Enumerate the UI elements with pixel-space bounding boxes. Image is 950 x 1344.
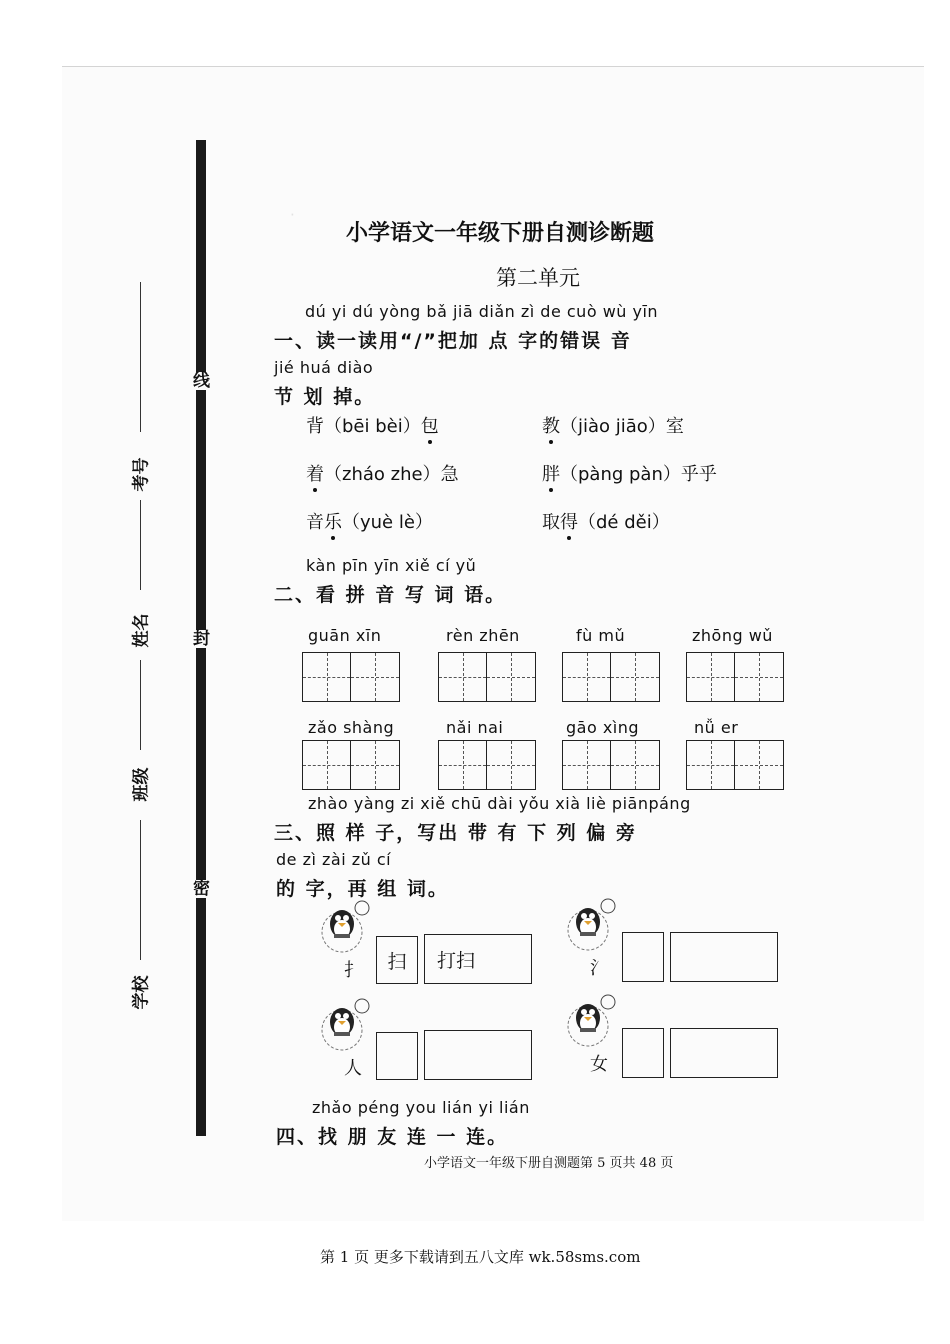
q3-pinyin-line1: zhào yàng zi xiě chū dài yǒu xià liè piānpáng [308,794,691,813]
penguin-icon [564,894,618,952]
q3-word-box-4[interactable] [670,1028,778,1078]
q1-item-3[interactable]: 着（zháo zhe）急 [306,460,459,486]
q1-pinyin-line2: jié huá diào [274,358,374,377]
q3-radical-3: 人 [344,1058,362,1079]
q2-grid-2[interactable] [438,652,536,702]
q1-instruction-line1: 一、读一读用“/”把加 点 字的错误 音 [274,330,632,352]
penguin-icon [318,896,372,954]
q2-word-pinyin-6: nǎi nai [446,718,504,737]
penguin-icon [318,994,372,1052]
line-xingming [140,500,141,590]
q3-instruction-line2: 的 字，再 组 词。 [276,878,449,900]
q1-item-4[interactable]: 胖（pàng pàn）乎乎 [542,460,717,486]
q2-grid-1[interactable] [302,652,400,702]
q3-word-box-2[interactable] [670,932,778,982]
q2-grid-6[interactable] [438,740,536,790]
q2-instruction: 二、看 拼 音 写 词 语。 [274,584,507,606]
label-kaohao: 考号 [131,457,152,492]
q3-radical-2: 氵 [590,958,608,979]
mark-feng: 封 [193,629,210,649]
mark-mi: 密 [193,879,210,899]
q2-word-pinyin-4: zhōng wǔ [692,626,773,645]
q1-pinyin-line1: dú yi dú yòng bǎ jiā diǎn zì de cuò wù yīn [305,302,659,321]
show-through: · [290,206,295,224]
line-kaohao [140,282,141,432]
q1-instruction-line2: 节 划 掉。 [274,386,376,408]
page-title: 小学语文一年级下册自测诊断题 [346,221,655,246]
q3-char-box-3[interactable] [376,1032,418,1080]
q2-grid-8[interactable] [686,740,784,790]
q2-pinyin: kàn pīn yīn xiě cí yǔ [306,556,477,575]
q2-word-pinyin-7: gāo xìng [566,718,640,737]
q3-word-box-3[interactable] [424,1030,532,1080]
page-footer: 第 1 页 更多下载请到五八文库 wk.58sms.com [320,1248,641,1266]
q3-char-box-2[interactable] [622,932,664,982]
q1-item-2[interactable]: 教（jiào jiāo）室 [542,412,684,438]
q3-radical-4: 女 [590,1054,608,1075]
q3-char-box-4[interactable] [622,1028,664,1078]
q2-word-pinyin-3: fù mǔ [576,626,626,645]
q1-item-1[interactable]: 背（bēi bèi）包 [306,412,439,438]
q3-pinyin-line2: de zì zài zǔ cí [276,850,392,869]
q2-word-pinyin-8: nǚ er [694,718,739,737]
q2-word-pinyin-2: rèn zhēn [446,626,520,645]
line-banji [140,660,141,750]
label-xuexiao: 学校 [131,975,152,1010]
scan-footer: 小学语文一年级下册自测题第 5 页共 48 页 [424,1156,674,1171]
q4-pinyin: zhǎo péng you lián yi lián [312,1098,530,1117]
q3-word-box-1[interactable]: 打扫 [424,934,532,984]
label-banji: 班级 [131,767,152,802]
q1-item-6[interactable]: 取得（dé děi） [542,508,670,534]
q3-radical-1: 扌 [344,960,362,981]
q2-word-pinyin-5: zǎo shàng [308,718,395,737]
q2-grid-7[interactable] [562,740,660,790]
unit-title: 第二单元 [496,266,580,290]
q2-word-pinyin-1: guān xīn [308,626,382,645]
q4-instruction: 四、找 朋 友 连 一 连。 [276,1126,509,1148]
line-xuexiao [140,820,141,960]
mark-xian: 线 [193,371,210,391]
q1-item-5[interactable]: 音乐（yuè lè） [306,508,433,534]
q3-instruction-line1: 三、照 样 子，写出 带 有 下 列 偏 旁 [274,822,637,844]
q3-char-box-1[interactable]: 扫 [376,936,418,984]
penguin-icon [564,990,618,1048]
q2-grid-5[interactable] [302,740,400,790]
q2-grid-4[interactable] [686,652,784,702]
label-xingming: 姓名 [131,613,152,648]
q2-grid-3[interactable] [562,652,660,702]
